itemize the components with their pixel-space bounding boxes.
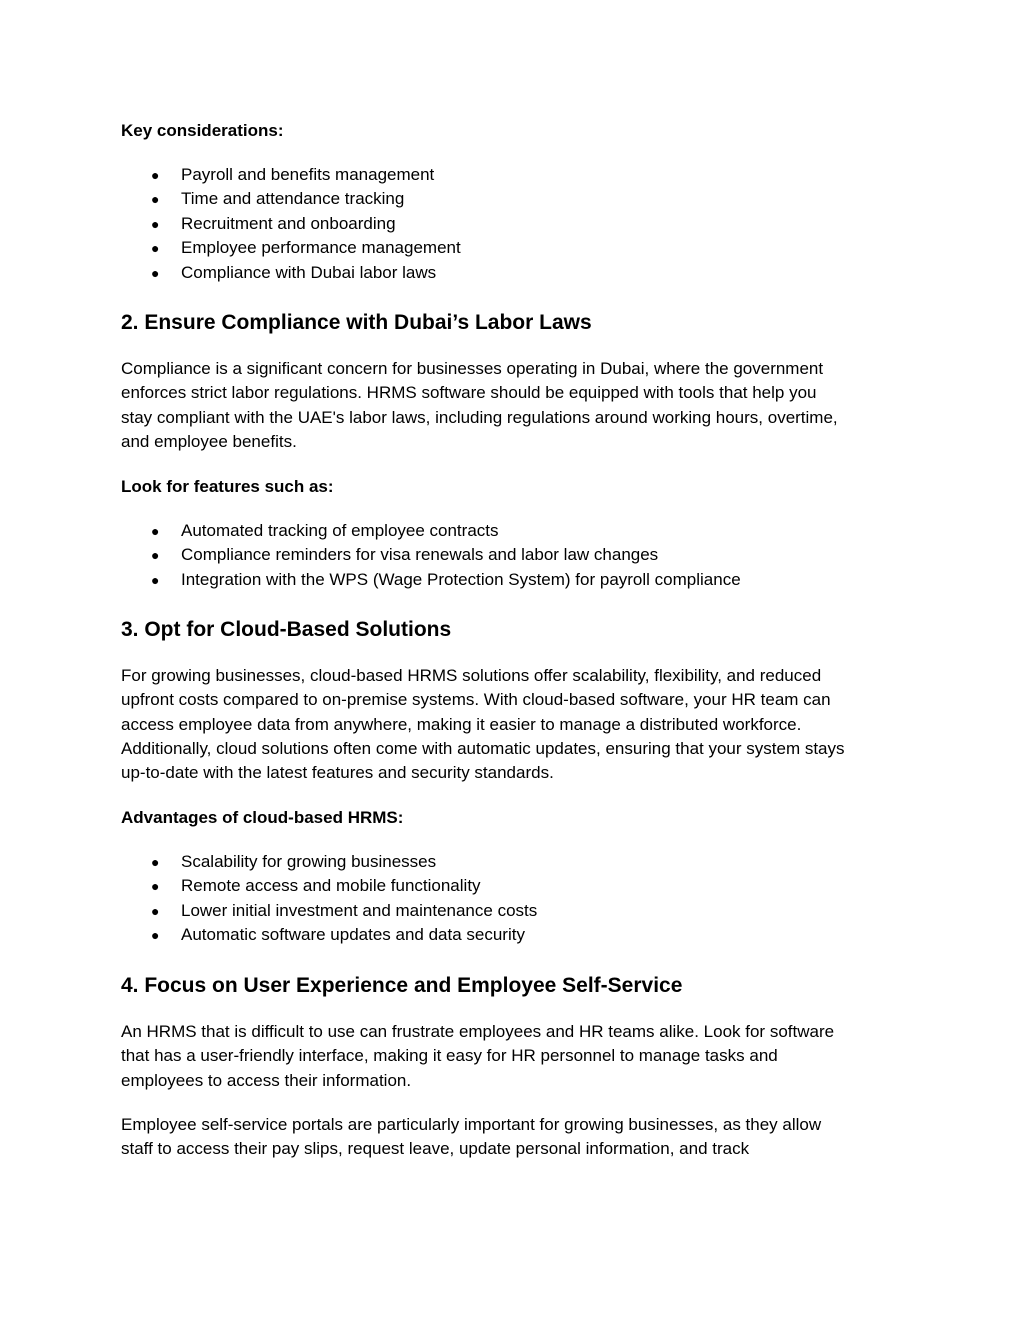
key-considerations-list — [121, 163, 921, 285]
bullet-icon: ● — [151, 854, 160, 870]
features-list — [121, 519, 921, 592]
list-item: ● Integration with the WPS (Wage Protection System) for payroll compliance — [121, 568, 921, 592]
list-item: ● Time and attendance tracking — [121, 187, 921, 211]
section-2-paragraph: Compliance is a significant concern for businesses operating in Dubai, where the government enforces strict labor regulations. HRMS software should be equipped with tools that help you stay compliant with the UAE's labor laws, including regulations around working hours, overtime, and employee benefits. — [121, 359, 838, 451]
list-item: ● Scalability for growing businesses — [121, 850, 921, 874]
section-4-paragraph-1: An HRMS that is difficult to use can frustrate employees and HR teams alike. Look for software that has a user-friendly interface, making it easy for HR personnel to manage tasks and employees to access their information. — [121, 1022, 835, 1090]
section-4-paragraph-2: Employee self-service portals are particularly important for growing businesses, as they allow staff to access their pay slips, request leave, update personal information, and track — [121, 1115, 822, 1159]
list-item: ● Payroll and benefits management — [121, 163, 921, 187]
bullet-icon: ● — [151, 191, 160, 208]
bullet-icon: ● — [151, 902, 160, 919]
bullet-icon: ● — [151, 571, 160, 588]
features-label: Look for features such as: — [121, 477, 334, 496]
section-3-paragraph: For growing businesses, cloud-based HRMS solutions offer scalability, flexibility, and reduced upfront costs compared to on-premise systems. With cloud-based software, your HR team can access employee data from anywhere, making it easier to manage a distributed workforce. Additionally, cloud solutions often come with automatic updates, ensuring that your system stays up-to-date with the latest features and security standards. — [121, 666, 845, 783]
list-item: ● Automatic software updates and data security — [121, 923, 921, 947]
bullet-icon: ● — [151, 240, 160, 257]
bullet-icon: ● — [151, 264, 160, 281]
bullet-icon: ● — [151, 215, 160, 232]
bullet-icon: ● — [151, 167, 160, 183]
list-item: ● Employee performance management — [121, 236, 921, 260]
list-item: ● Automated tracking of employee contracts — [121, 519, 921, 543]
bullet-icon: ● — [151, 927, 160, 944]
section-4-heading: 4. Focus on User Experience and Employee Self-Service — [121, 974, 683, 997]
list-item: ● Compliance reminders for visa renewals and labor law changes — [121, 543, 921, 567]
bullet-icon: ● — [151, 523, 160, 539]
list-item: ● Recruitment and onboarding — [121, 212, 921, 236]
bullet-icon: ● — [151, 547, 160, 564]
advantages-label: Advantages of cloud-based HRMS: — [121, 808, 404, 827]
section-2-heading: 2. Ensure Compliance with Dubai’s Labor Laws — [121, 311, 592, 334]
bullet-icon: ● — [151, 878, 160, 895]
advantages-list — [121, 850, 921, 948]
section-3-heading: 3. Opt for Cloud-Based Solutions — [121, 618, 452, 641]
list-item: ● Compliance with Dubai labor laws — [121, 261, 921, 285]
key-considerations-label: Key considerations: — [121, 121, 284, 140]
list-item: ● Lower initial investment and maintenance costs — [121, 899, 921, 923]
list-item: ● Remote access and mobile functionality — [121, 874, 921, 898]
